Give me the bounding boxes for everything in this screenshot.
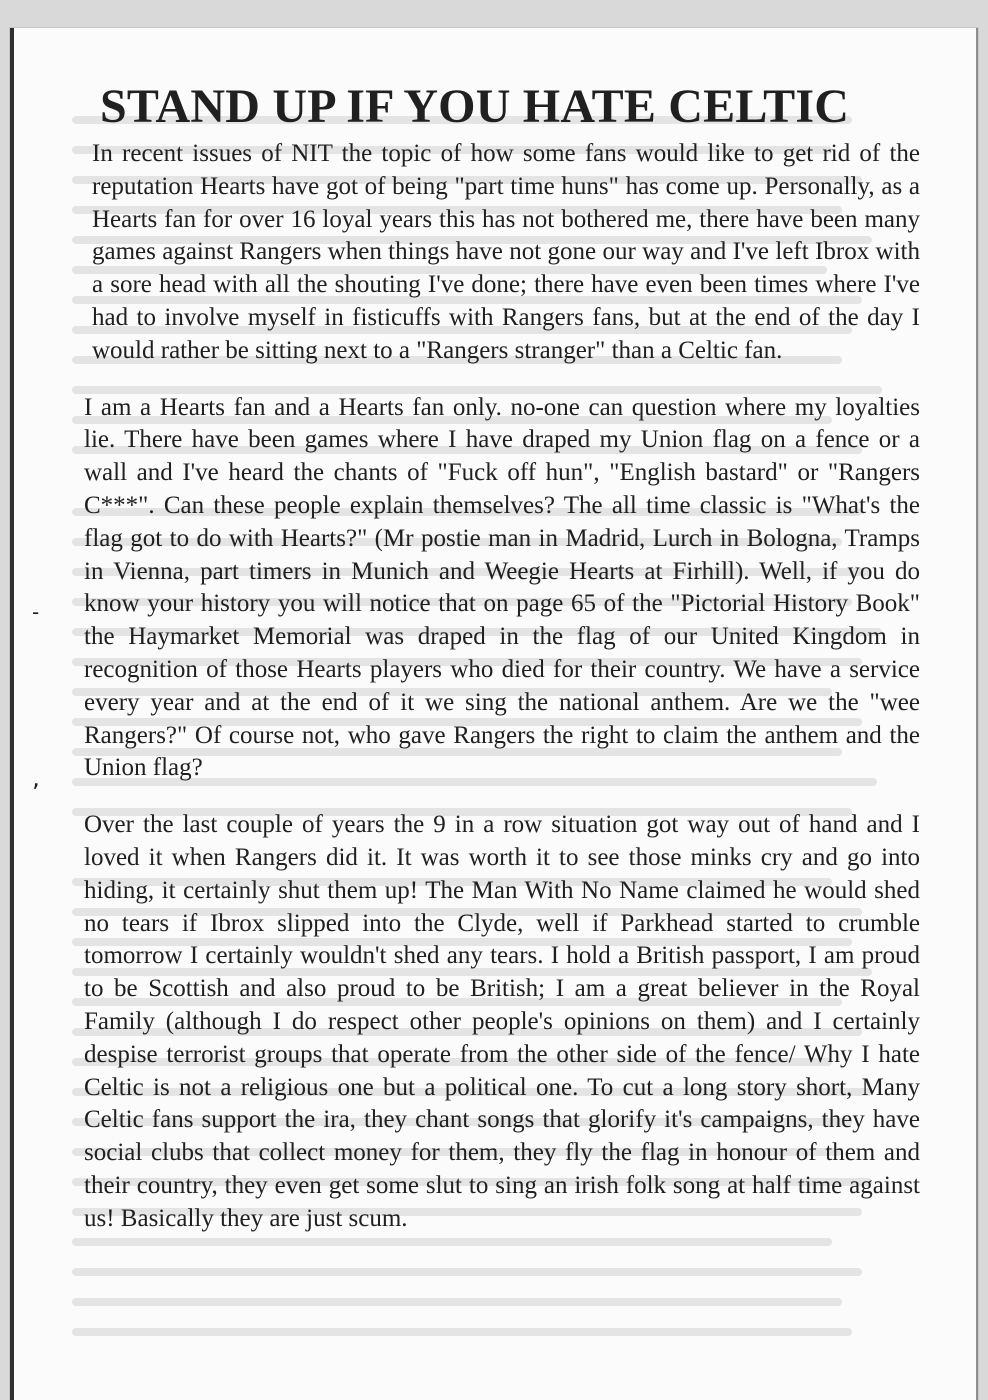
- page-right-edge: [976, 28, 978, 1400]
- bleed-line: [72, 1298, 842, 1306]
- margin-mark-top: -: [32, 600, 40, 624]
- article-title: STAND UP IF YOU HATE CELTIC: [100, 80, 850, 133]
- article-paragraph-1: In recent issues of NIT the topic of how some fans would like to get rid of the reputation Hearts have got of being "part time huns" has come up. Personally, as a Hearts fan for over 16 loyal years this has not bothered me, there have been many games against Rangers when things have not gone our way and I've left Ibrox with a sore head with all the shouting I've done; there have even been times where I've had to involve myself in fisticuffs with Rangers fans, but at the end of the day I would rather be sitting next to a "Rangers stranger" than a Celtic fan.: [92, 140, 920, 364]
- bleed-line: [72, 1268, 862, 1276]
- article-paragraph-2: I am a Hearts fan and a Hearts fan only. no-one can question where my loyalties lie. There have been games where I have draped my Union flag on a fence or a wall and I've heard the chants of "Fuck off hun", "English bastard" or "Rangers C***". Can these people explain themselves? The all time classic is "What's the flag got to do with Hearts?" (Mr postie man in Madrid, Lurch in Bologna, Tramps in Vienna, part timers in Munich and Weegie Hearts at Firhill). Well, if you do know your history you will notice that on page 65 of the "Pictorial History Book" the Haymarket Memorial was draped in the flag of our United Kingdom in recognition of those Hearts players who died for their country. We have a service every year and at the end of it we sing the national anthem. Are we the "wee Rangers?" Of course not, who gave Rangers the right to claim the anthem and the Union flag?: [84, 393, 920, 782]
- document-page: [10, 28, 978, 1400]
- page-left-edge: [10, 28, 14, 1400]
- article-content: [84, 82, 920, 1260]
- margin-mark-bottom: ‚: [32, 764, 40, 792]
- bleed-line: [72, 1328, 852, 1336]
- article-paragraph-3: Over the last couple of years the 9 in a row situation got way out of hand and I loved it when Rangers did it. It was worth it to see those minks cry and go into hiding, it certainly shut them up! The Man With No Name claimed he would shed no tears if Ibrox slipped into the Clyde, well if Parkhead started to crumble tomorrow I certainly wouldn't shed any tears. I hold a British passport, I am proud to be Scottish and also proud to be British; I am a great believer in the Royal Family (although I do respect other people's opinions on them) and I certainly despise terrorist groups that operate from the other side of the fence/ Why I hate Celtic is not a religious one but a political one. To cut a long story short, Many Celtic fans support the ira, they chant songs that glorify it's campaigns, they have social clubs that collect money for them, they fly the flag in honour of them and their country, they even get some slut to sing an irish folk song at half time against us! Basically they are just scum.: [84, 811, 920, 1232]
